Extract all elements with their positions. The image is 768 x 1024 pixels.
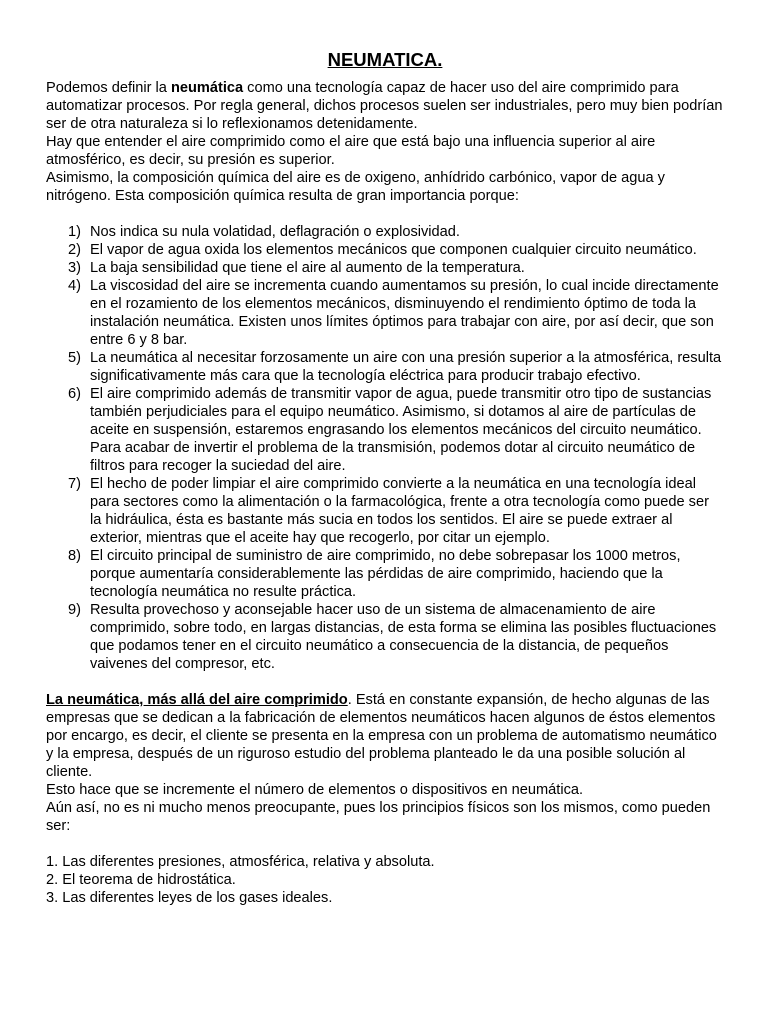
list-item [46,601,724,673]
item-text: Nos indica su nula volatidad, deflagración o explosividad. [90,224,460,240]
item-text: El aire comprimido además de transmitir vapor de agua, puede transmitir otro tipo de sustancias también perjudiciales para el equipo neumático. Asimismo, si dotamos al aire de partículas de aceite en suspensión, estaremos engrasando los elementos mecánicos del circuito neumático. Para acabar de invertir el problema de la transmisión, podemos dotar al circuito neumático de filtros para recoger la suciedad del aire. [90,386,712,474]
section-text: . Está en constante expansión, de hecho algunas de las empresas que se dedican a la fabricación de elementos neumáticos hacen algunos de éstos elementos por encargo, es decir, el cliente se presenta en la empresa con un problema de automatismo neumático y la empresa, después de un riguroso estudio del problema planteado le da una posible solución al cliente. [46,692,717,780]
item-number: 2) [68,242,81,258]
page-title: NEUMATICA. [327,49,443,70]
list-item [46,475,724,547]
item-number: 1) [68,224,81,240]
item-number: 5) [68,350,81,366]
item-number: 3) [68,260,81,276]
item-text: La baja sensibilidad que tiene el aire al aumento de la temperatura. [90,260,525,276]
section-paragraph-3: Aún así, no es ni mucho menos preocupante, pues los principios físicos son los mismos, como pueden ser: [46,800,711,834]
item-number: 9) [68,602,81,618]
list-item [46,385,724,475]
item-number: 8) [68,548,81,564]
list-item [46,277,724,349]
item-text: Resulta provechoso y aconsejable hacer uso de un sistema de almacenamiento de aire comprimido, sobre todo, en largas distancias, de esta forma se elimina las posibles fluctuaciones que podamos tener en el circuito neumático a consecuencia de la distancia, de pequeños vaivenes del compresor, etc. [90,602,717,672]
item-number: 6) [68,386,81,402]
item-text: El vapor de agua oxida los elementos mecánicos que componen cualquier circuito neumático. [90,242,697,258]
section-heading: La neumática, más allá del aire comprimido [46,692,348,708]
keyword-neumatica: neumática [170,80,244,96]
list-item [46,547,724,601]
item-number: 4) [68,278,81,294]
intro-text: como una tecnología capaz de hacer uso del aire comprimido para automatizar procesos. Por regla general, dichos procesos suelen ser industriales, pero muy bien podrían ser de otra naturaleza si lo reflexionamos detenidamente. [46,80,723,132]
principle-item: 2. El teorema de hidrostática. [46,872,236,888]
section-beyond-compressed-air [46,691,724,835]
list-item [46,223,724,241]
physical-principles-list [46,853,724,907]
list-item [46,259,724,277]
section-paragraph-2: Esto hace que se incremente el número de elementos o dispositivos en neumática. [46,782,584,798]
item-text: El circuito principal de suministro de aire comprimido, no debe sobrepasar los 1000 metros, porque aumentaría considerablemente las pérdidas de aire comprimido, haciendo que la tecnología neumática no resulte práctica. [90,548,681,600]
list-item [46,349,724,385]
item-number: 7) [68,476,81,492]
intro-paragraph-2: Hay que entender el aire comprimido como el aire que está bajo una influencia superior al aire atmosférico, es decir, su presión es superior. [46,134,656,168]
list-item [46,241,724,259]
intro-paragraph-3: Asimismo, la composición química del aire es de oxigeno, anhídrido carbónico, vapor de agua y nitrógeno. Esta composición química resulta de gran importancia porque: [46,170,665,204]
section-paragraph-1 [46,691,724,781]
numbered-points-list [46,223,724,673]
intro-text: Podemos definir la [46,80,171,96]
item-text: La viscosidad del aire se incrementa cuando aumentamos su presión, lo cual incide directamente en el rozamiento de los elementos mecánicos, disminuyendo el rendimiento óptimo de toda la instalación neumática. Existen unos límites óptimos para trabajar con aire, por así decir, que son entre 6 y 8 bar. [90,278,719,348]
intro-paragraph-1 [46,79,724,133]
intro-section [46,79,724,205]
principle-item: 1. Las diferentes presiones, atmosférica, relativa y absoluta. [46,854,435,870]
principle-item: 3. Las diferentes leyes de los gases ideales. [46,890,333,906]
item-text: El hecho de poder limpiar el aire comprimido convierte a la neumática en una tecnología ideal para sectores como la alimentación o la farmacológica, frente a otra tecnología como puede ser la hidráulica, ésta es bastante más sucia en todos los sentidos. El aire se puede extraer al exterior, mientras que el aceite hay que recogerlo, por citar un ejemplo. [90,476,709,546]
item-text: La neumática al necesitar forzosamente un aire con una presión superior a la atmosférica, resulta significativamente más cara que la tecnología eléctrica para producir trabajo efectivo. [90,350,722,384]
